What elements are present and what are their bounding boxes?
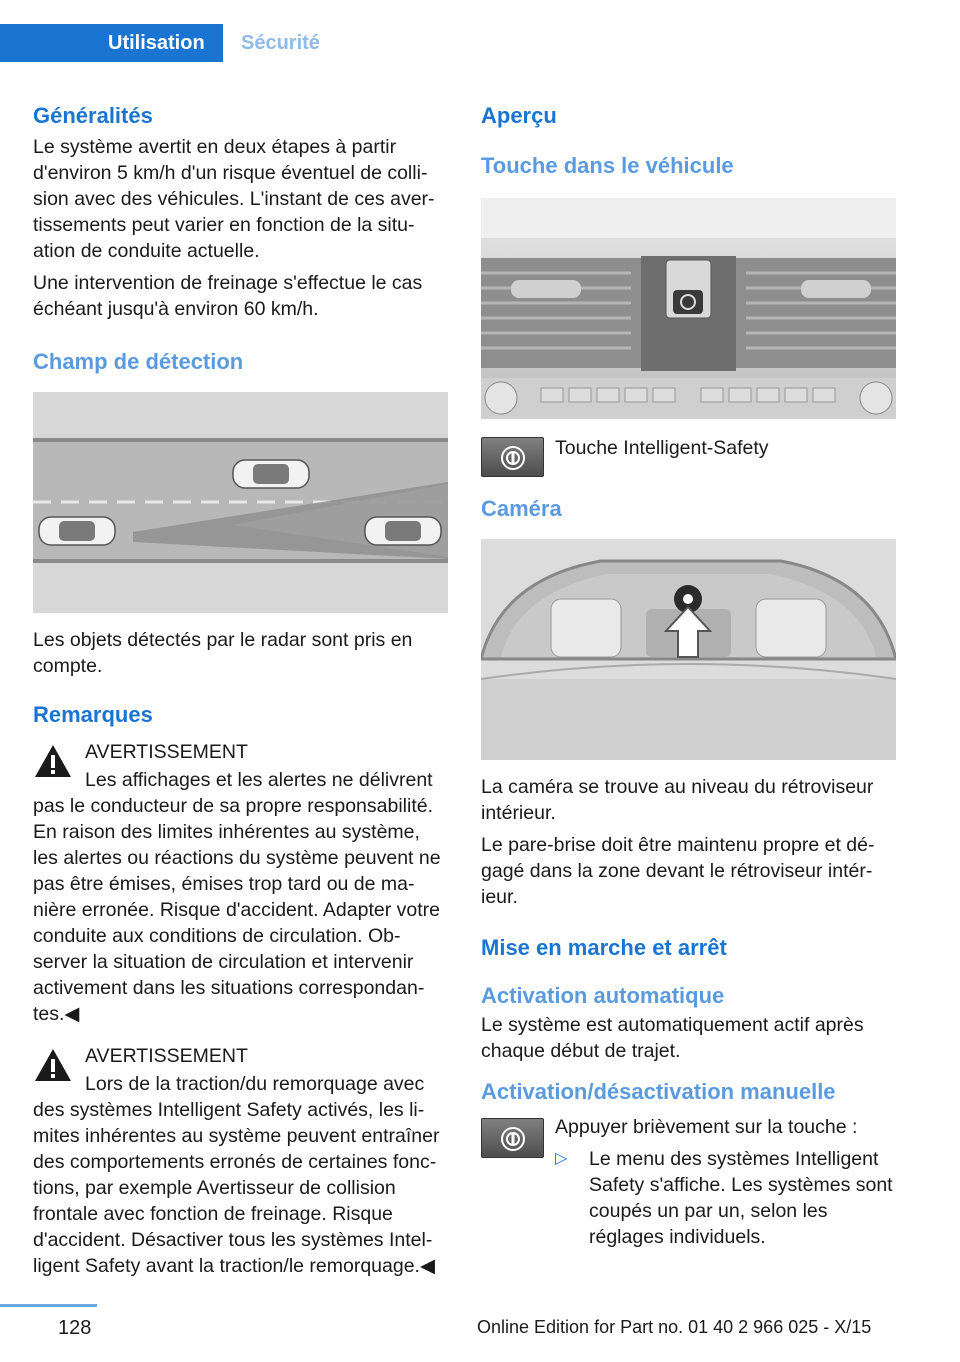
heading-activation-manuelle: Activation/désactivation manuelle bbox=[481, 1079, 836, 1104]
heading-remarques: Remarques bbox=[33, 702, 153, 727]
auto-paragraph: Le système est automatiquement actif après chaque début de trajet. bbox=[481, 1014, 864, 1062]
camera-paragraph-1: La caméra se trouve au niveau du rétroviseur intérieur. bbox=[481, 776, 874, 824]
heading-camera: Caméra bbox=[481, 496, 562, 521]
tab-utilisation[interactable]: Utilisation bbox=[0, 24, 223, 62]
warning-1-title: AVERTISSEMENT bbox=[85, 741, 248, 763]
camera-windshield-photo bbox=[481, 539, 896, 760]
touche-label: Touche Intelligent-Safety bbox=[555, 437, 769, 459]
bullet-triangle-icon: ▷ bbox=[555, 1150, 568, 1167]
car-ego-icon bbox=[39, 517, 115, 545]
dashboard-button-photo bbox=[481, 198, 896, 419]
caption-champ-detection: Les objets détectés par le radar sont pris en compte. bbox=[33, 629, 413, 677]
heading-touche-vehicule: Touche dans le véhicule bbox=[481, 153, 734, 178]
heading-generalites: Généralités bbox=[33, 103, 153, 128]
warning-triangle-icon bbox=[33, 743, 73, 779]
manuelle-paragraph: Appuyer brièvement sur la touche : bbox=[555, 1116, 858, 1138]
paragraph-generalites-1: Le système avertit en deux étapes à partir d'environ 5 km/h d'un risque éventuel de collision avec des véhicules. L'instant de ces avertissements peut varier en fonction de la situation de conduite actuelle. bbox=[33, 136, 435, 262]
heading-activation-automatique: Activation automatique bbox=[481, 983, 725, 1008]
intelligent-safety-button-icon bbox=[481, 1118, 544, 1158]
manuelle-block bbox=[481, 1114, 896, 1250]
warning-2-title: AVERTISSEMENT bbox=[85, 1045, 248, 1067]
touche-legend-row bbox=[481, 435, 896, 481]
camera-paragraph-2: Le pare-brise doit être maintenu propre et dégagé dans la zone devant le rétroviseur intérieur. bbox=[481, 834, 875, 908]
warning-1-text: Les affichages et les alertes ne délivrent pas le conducteur de sa propre responsabilité. En raison des limites inhérentes au système, les alertes ou réactions du système peuvent ne pas être émises, émises trop tard ou de manière erronée. Risque d'accident. Adapter votre conduite aux conditions de circulation. Observer la situation de circulation et intervenir activement dans les situations correspondantes.◀ bbox=[33, 769, 441, 1025]
car-ahead-icon bbox=[233, 460, 309, 488]
warning-block-1 bbox=[33, 739, 448, 1027]
header-tab-bar bbox=[0, 24, 895, 62]
right-column bbox=[481, 100, 896, 1250]
warning-2-text: Lors de la traction/du remorquage avec des systèmes Intelligent Safety activés, les limites inhérentes au système peuvent entraîner des comportements erronés de certaines fonctions, par exemple Avertisseur de collision frontale avec fonction de freinage. Risque d'accident. Désactiver tous les systèmes Intelligent Safety avant la traction/le remorquage.◀ bbox=[33, 1073, 440, 1277]
heading-mise-en-marche: Mise en marche et arrêt bbox=[481, 935, 727, 960]
warning-triangle-icon bbox=[33, 1047, 73, 1083]
footer-edition: Online Edition for Part no. 01 40 2 966 025 - X/15 bbox=[477, 1317, 872, 1337]
page-number: 128 bbox=[58, 1317, 92, 1339]
list-item bbox=[555, 1146, 896, 1250]
heading-champ-detection: Champ de détection bbox=[33, 349, 244, 374]
detection-field-illustration bbox=[33, 392, 448, 613]
bullet-text: Le menu des systèmes Intelligent Safety s'affiche. Les systèmes sont coupés un par un, selon les réglages individuels. bbox=[589, 1148, 893, 1248]
paragraph-generalites-2: Une intervention de freinage s'effectue le cas échéant jusqu'à environ 60 km/h. bbox=[33, 272, 423, 320]
heading-apercu: Aperçu bbox=[481, 103, 557, 128]
intelligent-safety-button-icon bbox=[481, 437, 544, 477]
tab-securite[interactable]: Sécurité bbox=[223, 24, 895, 62]
car-right-icon bbox=[365, 517, 441, 545]
footer-rule bbox=[0, 1304, 97, 1307]
left-column bbox=[33, 100, 448, 1279]
warning-block-2 bbox=[33, 1043, 448, 1279]
